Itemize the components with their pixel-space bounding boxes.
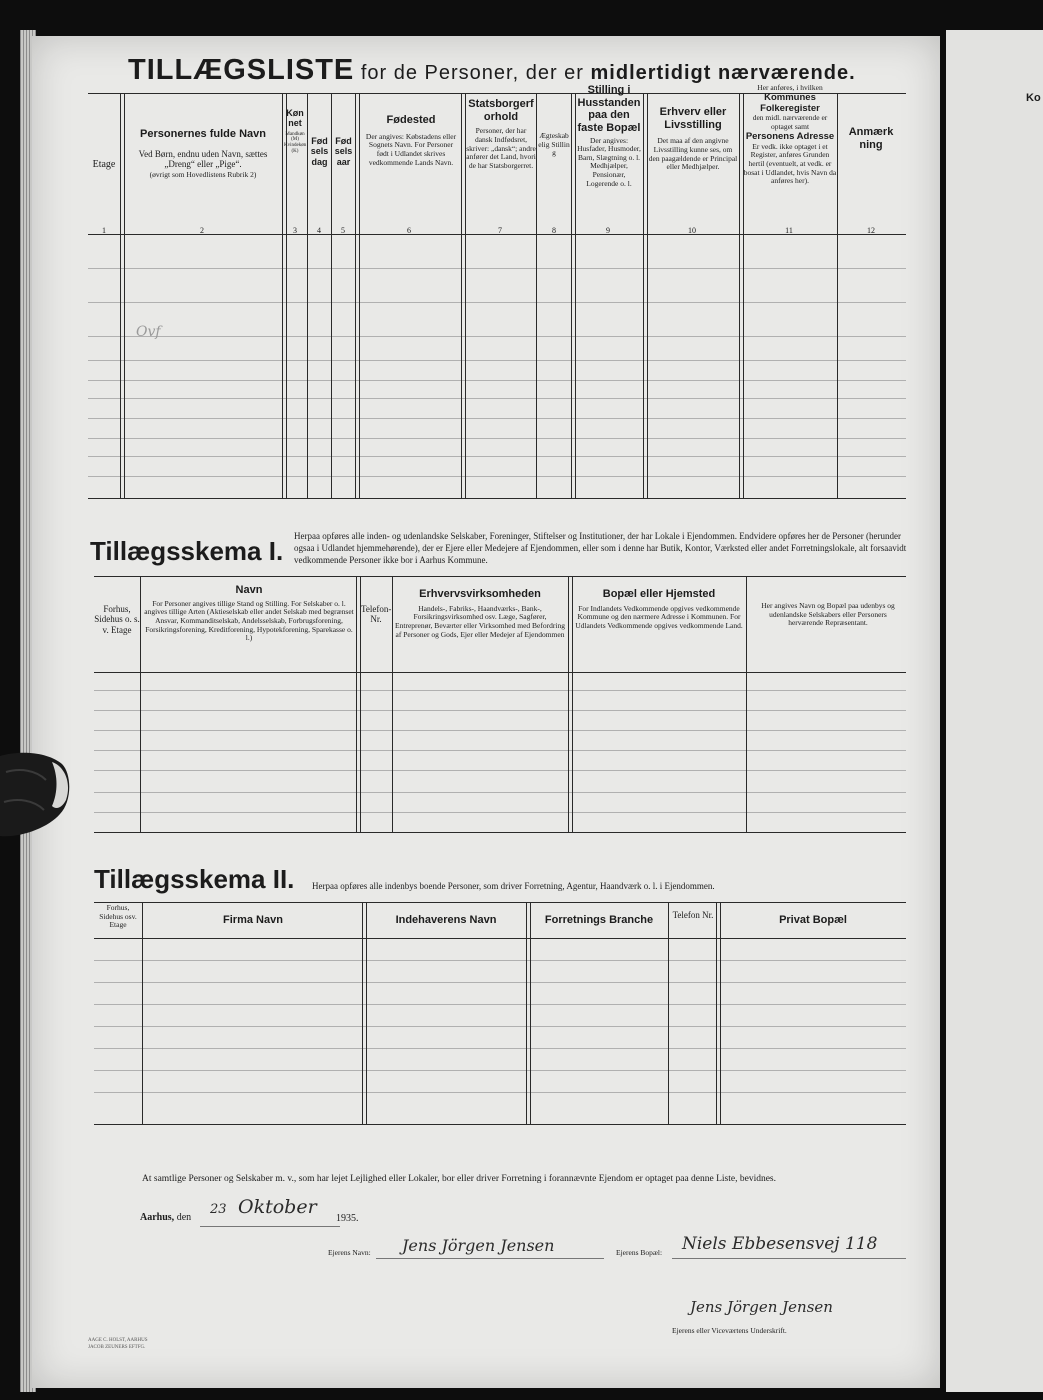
col-name-header: Personernes fulde Navn Ved Børn, endnu uden Navn, sættes „Dreng“ eller „Pige“. (øvrigt som Hovedlistens Rubrik 2) [138,128,268,180]
owner-name-label: Ejerens Navn: [328,1248,371,1257]
col-foedselsaar-header: Fødselsaar [334,136,353,167]
s1-col-bopael: Bopæl eller Hjemsted For Indlandets Vedkommende opgives vedkommende Kommune og den nærmere Adresse i Kommunen. For Udlandets Vedkommende opgives vedkommende Land. [575,588,743,630]
col-foedested-header: Fødested Der angives: Købstadens eller Sognets Navn. For Personer født i Udlandet skrives vedkommende Lands Navn. [365,114,457,167]
facing-page-text: Ko [1026,92,1041,104]
col-koen-header: Kønnet Mandkøn (M) Kvindekøn (K) [284,108,307,154]
s2-col-telefon: Telefon Nr. [672,910,714,920]
col-aegteskab-header: Ægteskabelig Stilling [538,131,570,158]
owner-address-label: Ejerens Bopæl: [616,1248,663,1257]
skema-2-description: Herpaa opføres alle indenbys boende Personer, som driver Forretning, Agentur, Haandværk o. l. i Ejendommen. [312,881,715,891]
s2-col-bopael: Privat Bopæl [779,914,847,926]
gloved-thumb [0,752,70,838]
s1-col-telefon: Telefon-Nr. [361,604,392,625]
printer-imprint: AAGE C. HOLST, AARHUS JACOB ZEUNERS EFTFG. [88,1338,148,1350]
col-etage-header: Etage [92,159,116,170]
skema-1-title: Tillægsskema I. [90,536,284,566]
col-erhverv-header: Erhverv eller Livsstilling Det maa af den angivne Livsstilling kunne ses, om den paagældende er Principal eller Medhjælper. [648,106,738,172]
date-year: 1935. [336,1213,359,1224]
s1-col-etage: Forhus, Sidehus o. s. v. Etage [94,604,140,635]
col-folkeregister-header: Her anføres, i hvilken Kommunes Folkeregister den midl. nærværende er optaget samt Personens Adresse Er vedk. ikke optaget i et Register, anføres Grunden hertil (eventuelt, at vedk. er bosat i Udlandet, hvis Navn da anføres her). [743,83,837,186]
date-line: Aarhus, den [140,1212,192,1223]
faint-entry: Ovf [136,324,161,340]
attestation-statement: At samtlige Personer og Selskaber m. v., som har lejet Lejlighed eller Lokaler, bor eller driver Forretning i forannævnte Ejendom er optaget paa denne Liste, bevidnes. [142,1174,776,1184]
col-anmaerkning-header: Anmærkning [848,126,894,151]
form-page: TILLÆGSLISTE for de Personer, der er midlertidigt nærværende. Etage Personernes fulde Navn Ved Børn, endnu uden Navn, sættes „Dreng“ eller „Pige“. (øvrigt som Hovedlistens Rubrik 2) Kønnet Mandkøn (M) Kvindekøn (K) Fødselsdag Fødselsaar Fødested Der angives: Købstadens eller Sognets Navn. For Personer født i Udlandet skrives vedkommende Lands Navn. Statsborgerforhold Personer, der har dansk Indfødsret, skriver: „dansk“; andre anfører det Land, hvori de har Statsborgerret. Ægteskabelig Stilling Stilling i Husstanden paa den faste Bopæl Der angives: Husfader, Husmoder, Barn, Slægtning o. l. Medhjælper, Pensionær, Logerende o. l. Erhverv eller Livsstilling Det maa af den angivne Livsstilling kunne ses, om den paagældende er Principal eller Medhjælper. Her anføres, i hvilken Kommunes Folkeregister den midl. nærværende er optaget samt Personens Adresse Er vedk. ikke optaget i et Register, anføres Grunden hertil (eventuelt, at vedk. er bosat i Udlandet, hvis Navn da anføres her). Anmærkning 1 2 3 4 5 6 7 8 9 10 11 12 Ovf Tillægsskema I. Herpaa opføres alle inden- og udenlandske Selskaber, Foreninger, Stiftelser og Institutioner, der har Lokale i Ejendommen. Endvidere opføres her de Personer (herunder ogsaa i Udlandet hjemmehørende), der er Ejere eller Medejere af Ejendommen, eller som i denne har Butik, Kontor, Værksted eller andet Forretningslokale, alt forsaavidt vedkommende Personer ikke bor i Aarhus Kommune. Forhus, Sidehus o. s. v. Etage Navn For Personer angives tillige Stand og Stilling. For Selskaber o. l. angives tillige Arten (Aktieselskab eller andet Selskab med begrænset Ansvar, Kommanditselskab, Andelsselskab, Forbrugsforening, Forsikringsforening, Kreditforening, Hypotekforening, Sparekasse o. l.) Telefon-Nr. Erhvervsvirksomheden Handels-, Fabriks-, Haandværks-, Bank-, Forsikringsvirksomhed osv. Læge, Sagfører, Entreprenør, Beværter eller Virksomhed med Befordring af Personer og Gods, Ejer eller Medejer af Ejendommen Bopæl eller Hjemsted For Indlandets Vedkommende opgives vedkommende Kommune og den nærmere Adresse i Kommunen. For Udlandets Vedkommende opgives vedkommende Land. Her angives Navn og Bopæl paa udenbys og udenlandske Selskabers eller Personers herværende Repræsentant. Tillægsskema II. Herpaa opføres alle indenbys boende Personer, som driver Forretning, Agentur, Haandværk o. l. i Ejendommen. Forhus, Sidehus osv. Etage Firma Navn Indehaverens Navn Forretnings Branche Telefon Nr. Privat Bopæl At samtlige Personer og Selskaber m. v., som har lejet Lejlighed eller Lokaler, bor eller driver Forretning i forannævnte Ejendom er optaget paa denne Liste, bevidnes. Aarhus, den 23 Oktober 1935. Ejerens Navn: Jens Jörgen Jensen Ejerens Bopæl: Niels Ebbesensvej 118 Jens Jörgen Jensen Ejerens eller Viceværtens Underskrift. AAGE C. HOLST, AARHUS JACOB ZEUNERS EFTFG. [32,36,940,1388]
skema-2-title: Tillægsskema II. [94,864,295,894]
s1-col-navn: Navn For Personer angives tillige Stand og Stilling. For Selskaber o. l. angives tillige Arten (Aktieselskab eller andet Selskab med begrænset Ansvar, Kommanditselskab, Andelsselskab, Forbrugsforening, Forsikringsforening, Kreditforening, Hypotekforening, Sparekasse o. l.) [144,584,354,643]
s1-col-erhverv: Erhvervsvirksomheden Handels-, Fabriks-, Haandværks-, Bank-, Forsikringsvirksomhed osv. Læge, Sagfører, Entreprenør, Beværter eller Virksomhed med Befordring af Personer og Gods, Ejer eller Medejer af Ejendommen [395,588,565,639]
date-day: 23 [210,1202,227,1217]
s1-col-repraesentant: Her angives Navn og Bopæl paa udenbys og udenlandske Selskabers eller Personers herværende Repræsentant. [761,601,895,628]
facing-page [946,30,1043,1392]
date-month: Oktober [238,1196,317,1218]
s2-col-etage: Forhus, Sidehus osv. Etage [99,903,137,930]
signature-label: Ejerens eller Viceværtens Underskrift. [672,1326,787,1335]
col-statsborger-header: Statsborgerforhold Personer, der har dansk Indfødsret, skriver: „dansk“; andre anfører det Land, hvori de har Statsborgerret. [466,98,536,170]
s2-col-branche: Forretnings Branche [544,914,654,926]
skema-1-description: Herpaa opføres alle inden- og udenlandske Selskaber, Foreninger, Stiftelser og Institutioner, der har Lokale i Ejendommen. Endvidere opføres her de Personer (herunder ogsaa i Udlandet hjemmehørende), der er Ejere eller Medejere af Ejendommen, eller som i denne har Butik, Kontor, Værksted eller andet Forretningslokale, alt forsaavidt vedkommende Personer ikke bor i Aarhus Kommune. [294,531,907,566]
owner-name: Jens Jörgen Jensen [402,1236,555,1255]
s2-col-indehaver: Indehaverens Navn [395,914,497,926]
col-foedselsdag-header: Fødselsdag [310,136,329,167]
owner-signature: Jens Jörgen Jensen [690,1298,833,1316]
owner-address: Niels Ebbesensvej 118 [682,1234,878,1254]
s2-col-firma: Firma Navn [223,914,283,926]
col-stilling-header: Stilling i Husstanden paa den faste Bopæl Der angives: Husfader, Husmoder, Barn, Slægtning o. l. Medhjælper, Pensionær, Logerende o. l. [577,84,641,188]
page-title: TILLÆGSLISTE for de Personer, der er midlertidigt nærværende. [128,54,856,86]
